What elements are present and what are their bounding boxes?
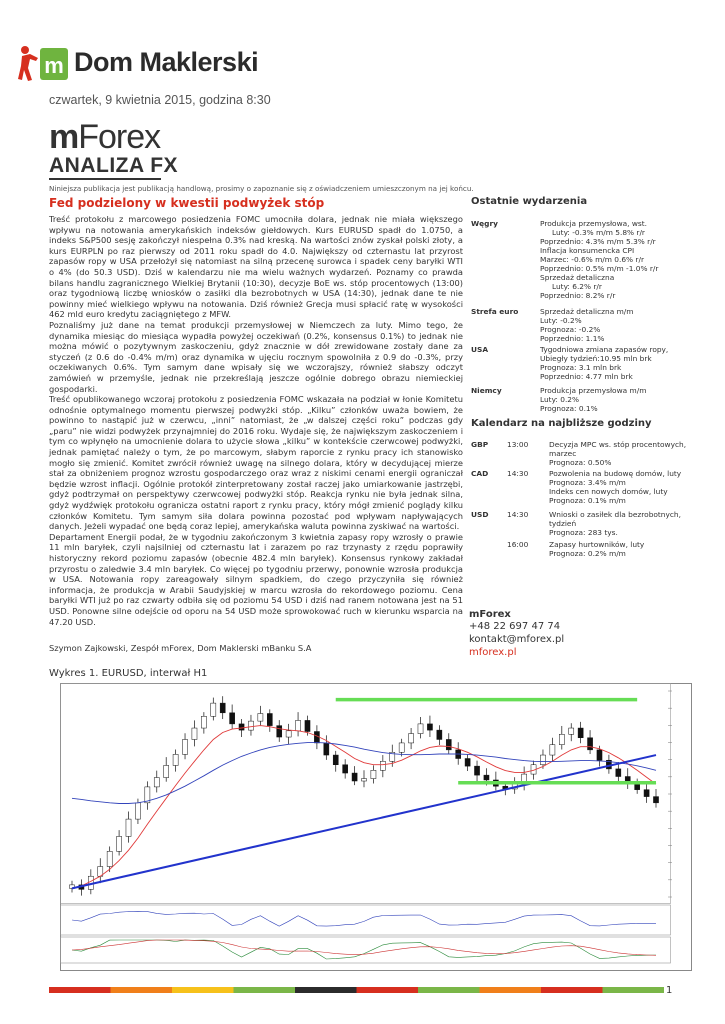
event-line: Ubiegły tydzień:10.95 mln brk: [540, 354, 652, 363]
event-country: Niemcy: [471, 386, 502, 395]
event-line: Poprzednio: 8.2% r/r: [540, 291, 616, 300]
calendar-line: Prognoza: 0.50%: [549, 458, 612, 467]
candle-body: [230, 713, 235, 724]
event-details: [540, 345, 690, 381]
event-line: Poprzednio: 0.5% m/m -1.0% r/r: [540, 264, 659, 273]
calendar-country: GBP: [471, 440, 489, 449]
article-paragraph: Departament Energii podał, że w tygodniu zakończonym 3 kwietnia zapasy ropy wzrosły o prawie 11 mln baryłek, czyli najsilniej od czternastu lat i zarazem po raz trzynasty z rzędu poprawiły historyczny rekord poziomu zapasów (obecnie 482.4 mln baryłek). Konsensus rynkowy zakładał przyrostu o zaledwie 3.4 mln baryłek. Co więcej po tygodniu przerwy, ponownie wzrosła produkcja w USA. Notowania ropy zareagowały silnym spadkiem, do czego przyczyniła się również informacja, że produkcja w Arabii Saudyjskiej w marcu wzrosła do rekordowego poziomu. Cena baryłki WTI już po raz czwarty odbiła się od poziomu 54 USD i dziś nad ranem notowana jest na 51 USD. Ponowne silne odejście od oporu na 54 USD może sprowokować ruch w kierunku wsparcia na 47.20 USD.: [49, 531, 463, 627]
calendar-country: CAD: [471, 469, 489, 478]
page-number: 1: [666, 985, 673, 996]
candle-body: [107, 851, 112, 866]
article-body: [49, 214, 463, 627]
candle-body: [361, 779, 366, 781]
dom-maklerski-logo-icon: [18, 44, 70, 84]
candle-body: [418, 724, 423, 734]
candle-body: [239, 724, 244, 730]
calendar-line: Zapasy hurtowników, luty: [549, 540, 645, 549]
footer-bar-segment: [603, 987, 665, 993]
calendar-line: tydzień: [549, 519, 577, 528]
calendar-line: Decyzja MPC ws. stóp procentowych,: [549, 440, 687, 449]
event-line: Sprzedaż detaliczna m/m: [540, 307, 634, 316]
event-line: Prognoza: 0.1%: [540, 404, 598, 413]
candle-body: [465, 759, 470, 767]
candle-body: [267, 714, 272, 726]
calendar-line: Pozwolenia na budowę domów, luty: [549, 469, 682, 478]
candle-body: [333, 755, 338, 765]
event-line: Poprzednio: 4.3% m/m 5.3% r/r: [540, 237, 656, 246]
candle-body: [192, 728, 197, 739]
candle-body: [446, 739, 451, 749]
candle-body: [258, 714, 263, 722]
event-line: Produkcja przemysłowa, wst.: [540, 219, 647, 228]
footer-bar-segment: [357, 987, 419, 993]
footer-bar-segment: [541, 987, 603, 993]
candle-body: [559, 734, 564, 744]
event-line: Luty: -0.3% m/m 5.8% r/r: [552, 228, 645, 237]
calendar-time: 16:00: [507, 540, 529, 549]
calendar-country: USD: [471, 510, 489, 519]
candle-body: [154, 778, 159, 787]
calendar-time: 14:30: [507, 510, 529, 519]
event-line: Prognoza: -0.2%: [540, 325, 601, 334]
footer-color-bar: [49, 987, 664, 993]
contact-website-link[interactable]: mforex.pl: [469, 647, 517, 658]
footer-bar-segment: [295, 987, 357, 993]
footer-bar-segment: [234, 987, 296, 993]
candle-body: [164, 765, 169, 777]
candle-body: [474, 766, 479, 775]
calendar-details: [549, 469, 689, 505]
candle-body: [277, 726, 282, 737]
candle-body: [343, 765, 348, 773]
candle-body: [371, 770, 376, 778]
mforex-logo-name: Forex: [78, 118, 161, 156]
candle-body: [305, 720, 310, 731]
event-line: Sprzedaż detaliczna: [540, 273, 615, 282]
candle-body: [569, 728, 574, 734]
article-author: Szymon Zajkowski, Zespół mForex, Dom Maklerski mBanku S.A: [49, 643, 312, 653]
report-title: ANALIZA FX: [49, 154, 179, 177]
calendar-details: [549, 510, 689, 537]
article-paragraph: Poznaliśmy już dane na temat produkcji przemysłowej w Niemczech za luty. Mimo tego, że dynamika miesiąc do miesiąca wypadła powyżej oczekiwań (0.2%, konsensus 0.1%) to jednak nie można mówić o pozytywnym zaskoczeniu, gdyż znacznie w dół zrewidowane zostały dane za styczeń (z 0.6 do -0.4% m/m) oraz dynamika w ujęciu rocznym spowolniła z 0.9 do -0.3%, przy oczekiwanych 0.6%. Tym samym dane wpisały się we wczorajszy, również słabszy odczyt zamówień w przemyśle, jednak nie przekreślają jeszcze ogólnie dobrego obrazu niemieckiej gospodarki.: [49, 319, 463, 394]
event-country: Strefa euro: [471, 307, 519, 316]
event-line: Inflacja konsumencka CPI: [540, 246, 635, 255]
calendar-line: Prognoza: 0.2% m/m: [549, 549, 626, 558]
calendar-line: Wnioski o zasiłek dla bezrobotnych,: [549, 510, 681, 519]
footer-bar-segment: [111, 987, 173, 993]
candle-body: [380, 761, 385, 770]
calendar-details: [549, 440, 689, 467]
article-paragraph: Treść opublikowanego wczoraj protokołu z posiedzenia FOMC wskazała na podział w łonie Komitetu odnośnie optymalnego momentu pierwszej podwyżki stóp. „Kilku” członków uważa bowiem, że powinno to nastąpić już w czerwcu, „inni” natomiast, że „w dalszej części roku” podczas gdy „paru” nie widzi podwyżek przynajmniej do 2016 roku. Wydaje się, że największym zaskoczeniem i tym co wpłynęło na umocnienie dolara to użycie słowa „kilku” w kontekście czerwcowej podwyżki, jednak pamiętać należy o tym, że po marcowym, słabym raporcie z rynku pracy ich stanowisko mogło się zmienić. Komitet zwrócił również uwagę na silnego dolara, który w decydującej mierze stał za obniżeniem prognoz wzrostu gospodarczego oraz wraz z niskimi cenami energii ograniczał będzie wzrost inflacji. Ogólnie protokół zinterpretowany został raczej jako umiarkowanie jastrzębi, gdyż podtrzymał on perspektywy czerwcowej podwyżki stóp. Reakcja rynku nie była jednak silna, gdyż wydźwięk protokołu ogranicza ostatni raport z rynku pracy, który mógł zmienić poglądy kilku członków Komitetu. Tym samym siła dolara powinna pozostać pod wpływam napływających danych. Jeżeli wypadać one będą coraz lepiej, amerykańska waluta powinna zyskiwać na wartości.: [49, 394, 463, 532]
candle-body: [117, 836, 122, 851]
candle-body: [182, 739, 187, 754]
contact-name: mForex: [469, 609, 511, 620]
event-line: Poprzednio: 4.77 mln brk: [540, 372, 633, 381]
calendar-line: Prognoza: 0.1% m/m: [549, 496, 626, 505]
event-line: Produkcja przemysłowa m/m: [540, 386, 647, 395]
candle-body: [220, 703, 225, 713]
calendar-details: [549, 540, 689, 558]
candle-body: [644, 790, 649, 797]
candle-body: [135, 803, 140, 819]
article-paragraph: Treść protokołu z marcowego posiedzenia FOMC umocniła dolara, jednak nie miała większego wpływu na notowania amerykańskich indeksów giełdowych. Kurs EURUSD spadł do 1.0750, a indeks S&P500 sesję zakończył niespełna 0.3% nad kreską. Na wartości znów zyskał polski złoty, a kurs EURPLN po raz pierwszy od 2011 roku spadł do 4.0. Największy od czternastu lat przyrost zapasów ropy w USA przełożył się natomiast na silną przecenę surowca i spadek ceny baryłki WTI o 4% (do 50.3 USD). Dziś w kalendarzu nie ma wielu ważnych wydarzeń. Poznamy co prawda bilans handlu zagranicznego Wielkiej Brytanii (10:30), decyzje BoE ws. stóp procentowych (13:00) oraz tygodniową liczbę wniosków o zasiłki dla bezrobotnych w USA (14:30), jednak dane te nie powinny mieć wielkiego wpływu na notowania. Dziś również Grecja musi spłacić ratę w wysokości 462 mld euro kredytu zaciągniętego z MFW.: [49, 214, 463, 320]
candle-body: [324, 743, 329, 755]
contact-phone[interactable]: +48 22 697 47 74: [469, 621, 561, 632]
candle-body: [173, 754, 178, 765]
candle-body: [399, 743, 404, 752]
footer-bar-segment: [49, 987, 111, 993]
recent-events-title: Ostatnie wydarzenia: [471, 196, 588, 207]
calendar-title: Kalendarz na najbliższe godziny: [471, 418, 652, 429]
event-details: [540, 219, 690, 300]
footer-bar-segment: [172, 987, 234, 993]
event-line: Luty: -0.2%: [540, 316, 582, 325]
calendar-time: 14:30: [507, 469, 529, 478]
calendar-line: Prognoza: 3.4% m/m: [549, 478, 626, 487]
event-line: Poprzednio: 1.1%: [540, 334, 605, 343]
candle-body: [352, 773, 357, 781]
calendar-line: Prognoza: 283 tys.: [549, 528, 618, 537]
event-line: Marzec: -0.6% m/m 0.6% r/r: [540, 255, 644, 264]
candle-body: [597, 750, 602, 760]
event-country: USA: [471, 345, 489, 354]
candle-body: [427, 724, 432, 730]
event-details: [540, 386, 690, 413]
candle-body: [484, 775, 489, 780]
article-headline: Fed podzielony w kwestii podwyżek stóp: [49, 196, 325, 210]
candle-body: [588, 738, 593, 750]
disclaimer: Niniejsza publikacja jest publikacją handlową, prosimy o zapoznanie się z oświadczeniem umieszczonym na jej końcu.: [49, 184, 474, 193]
candle-body: [286, 731, 291, 737]
candle-body: [653, 797, 658, 803]
footer-bar-segment: [418, 987, 480, 993]
chart-caption: Wykres 1. EURUSD, interwał H1: [49, 668, 208, 679]
event-line: Luty: 6.2% r/r: [552, 282, 602, 291]
brand-name: Dom Maklerski: [74, 47, 259, 77]
eurusd-h1-chart: [60, 683, 692, 971]
svg-text:m: m: [44, 53, 64, 78]
calendar-time: 13:00: [507, 440, 529, 449]
report-date: czwartek, 9 kwietnia 2015, godzina 8:30: [49, 93, 271, 107]
candle-body: [540, 755, 545, 765]
event-line: Tygodniowa zmiana zapasów ropy,: [540, 345, 669, 354]
candle-body: [550, 745, 555, 755]
calendar-line: Indeks cen nowych domów, luty: [549, 487, 668, 496]
event-details: [540, 307, 690, 343]
event-country: Węgry: [471, 219, 498, 228]
title-underline: [49, 178, 161, 180]
contact-email[interactable]: kontakt@mforex.pl: [469, 634, 565, 645]
candle-body: [437, 730, 442, 739]
candle-body: [616, 769, 621, 777]
mforex-logo-prefix: m: [49, 118, 79, 156]
candle-body: [126, 819, 131, 836]
event-line: Prognoza: 3.1 mln brk: [540, 363, 622, 372]
candle-body: [409, 734, 414, 743]
mforex-logo: [49, 118, 160, 157]
calendar-line: marzec: [549, 449, 577, 458]
candle-body: [578, 728, 583, 738]
event-line: Luty: 0.2%: [540, 395, 580, 404]
candle-body: [296, 720, 301, 730]
footer-bar-segment: [480, 987, 542, 993]
candle-body: [248, 721, 253, 730]
candle-body: [201, 716, 206, 728]
candle-body: [211, 703, 216, 716]
